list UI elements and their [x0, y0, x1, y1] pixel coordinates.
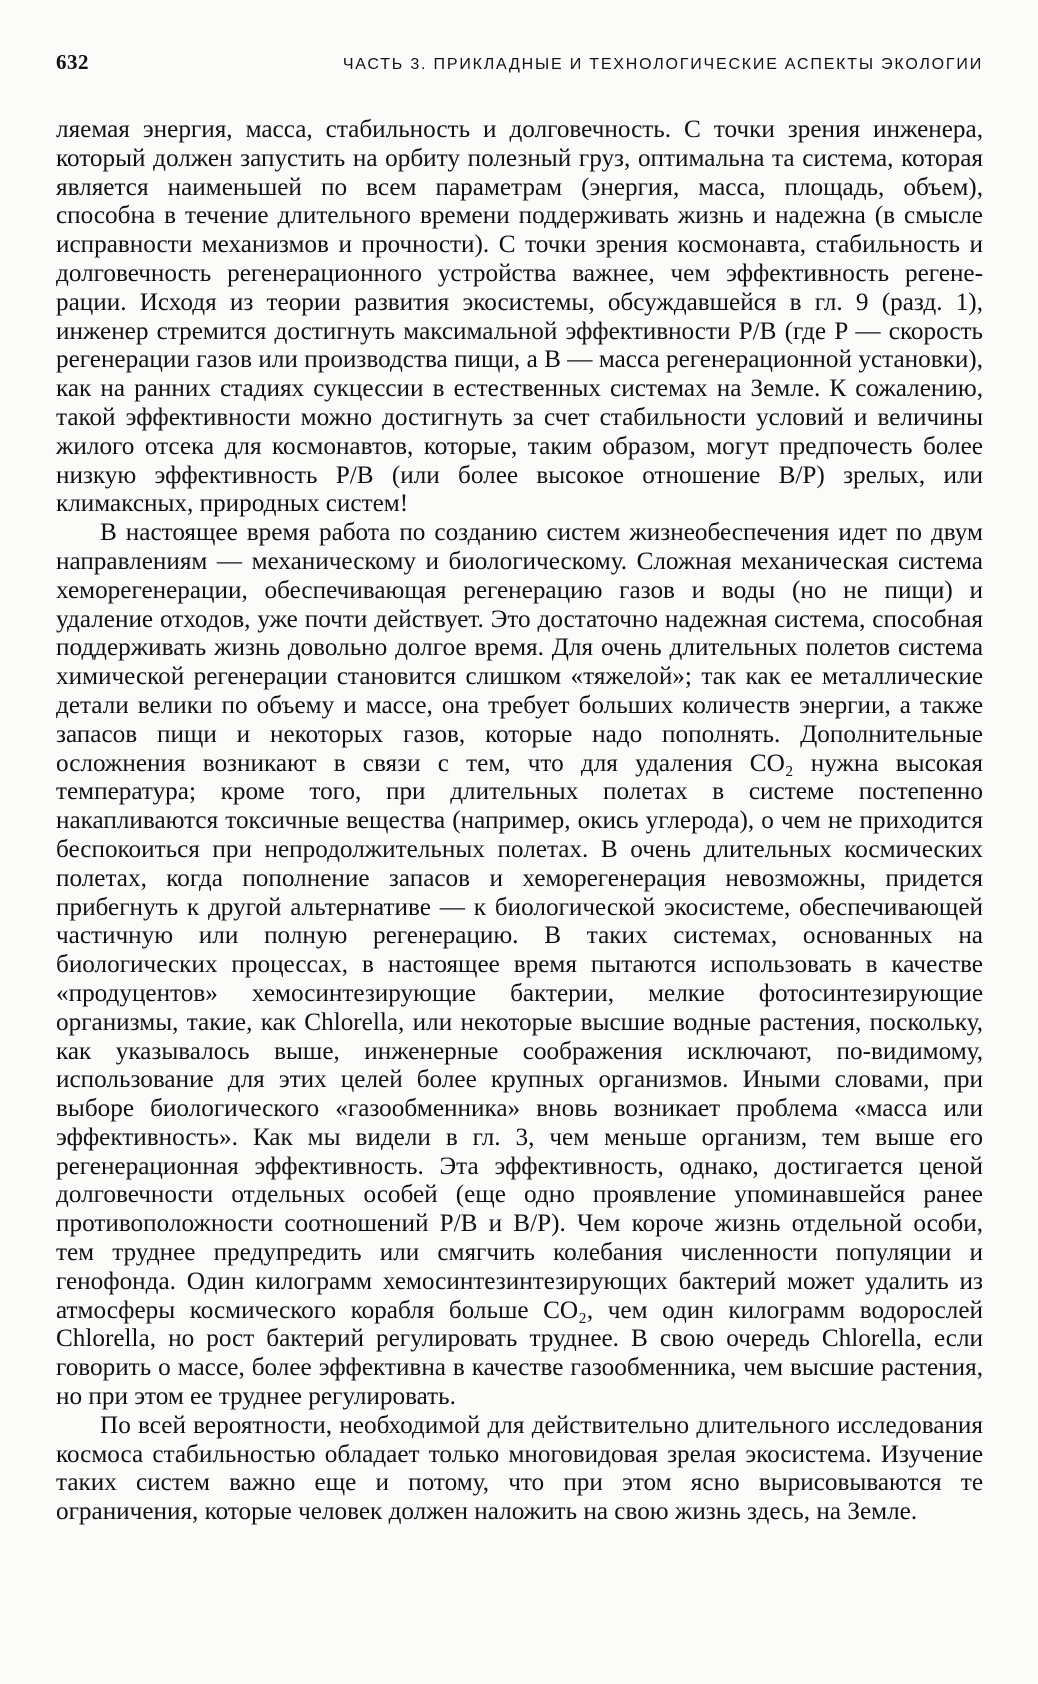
running-title: ЧАСТЬ 3. ПРИКЛАДНЫЕ И ТЕХНОЛОГИЧЕСКИЕ АСПЕКТЫ ЭКОЛОГИИ — [342, 56, 983, 73]
paragraph-3: По всей вероятности, необходимой для действительно длительного исследования космоса стабильностью обладает только многовидовая зрелая экосистема. Изучение таких систем важно еще и потому, что при этом ясно вырисовываются те ограничения, которые человек должен наложить на свою жизнь здесь, на Земле. — [56, 1411, 983, 1526]
running-header — [56, 50, 983, 94]
body-text — [56, 116, 983, 1527]
paragraph-1: ляемая энергия, масса, стабильность и долговечность. С точки зрения инженера, который должен запустить на орбиту полезный груз, оптимальна та система, которая является наименьшей по всем параметрам (энергия, масса, площадь, объем), способна в течение длительного времени поддерживать жизнь и надежна (в смысле исправности механизмов и прочности). С точки зрения космонавта, стабильность и долговечность регенерационного устройства важнее, чем эффективность регенерации. Исходя из теории развития экосистемы, обсуждавшейся в гл. 9 (разд. 1), инженер стремится достигнуть максимальной эффективности P/B (где P — скорость регенерации газов или производства пищи, а B — масса регенерационной установки), как на ранних стадиях сукцессии в естественных системах на Земле. К сожалению, такой эффективности можно достигнуть за счет стабильности условий и величины жилого отсека для космонавтов, которые, таким образом, могут предпочесть более низкую эффективность P/B (или более высокое отношение B/P) зрелых, или климаксных, природных систем! — [56, 116, 983, 518]
paragraph-2: В настоящее время работа по созданию систем жизнеобеспечения идет по двум направлениям — механическому и биологическому. Сложная механическая система хеморегенерации, обеспечивающая регенерацию газов и воды (но не пищи) и удаление отходов, уже почти действует. Это достаточно надежная система, способная поддерживать жизнь довольно долгое время. Для очень длительных полетов система химической регенерации становится слишком «тяжелой»; так как ее металлические детали велики по объему и массе, она требует больших количеств энергии, а также запасов пищи и некоторых газов, которые надо пополнять. Дополнительные осложнения возникают в связи с тем, что для удаления CO₂ нужна высокая температура; кроме того, при длительных полетах в системе постепенно накапливаются токсичные вещества (например, окись углерода), о чем не приходится беспокоиться при непродолжительных полетах. В очень длительных космических полетах, когда пополнение запасов и хеморегенерация невозможны, придется прибегнуть к другой альтернативе — к биологической экосистеме, обеспечивающей частичную или полную регенерацию. В таких системах, основанных на биологических процессах, в настоящее время пытаются использовать в качестве «продуцентов» хемосинтезирующие бактерии, мелкие фотосинтезирующие организмы, такие, как Chlorella, или некоторые высшие водные растения, поскольку, как указывалось выше, инженерные соображения исключают, по-видимому, использование для этих целей более крупных организмов. Иными словами, при выборе биологического «газообменника» вновь возникает проблема «масса или эффективность». Как мы видели в гл. 3, чем меньше организм, тем выше его регенерационная эффективность. Эта эффективность, однако, достигается ценой долговечности отдельных особей (еще одно проявление упоминавшейся ранее противоположности соотношений P/B и B/P). Чем короче жизнь отдельной особи, тем труднее предупредить или смягчить колебания численности популяции и генофонда. Один килограмм хемосинтезинтезирующих бактерий может удалить из атмосферы космического корабля больше CO₂, чем один килограмм водорослей Chlorella, но рост бактерий регулировать труднее. В свою очередь Chlorella, если говорить о массе, более эффективна в качестве газообменника, чем высшие растения, но при этом ее труднее регулировать. — [56, 519, 983, 1411]
page-number: 632 — [56, 50, 89, 74]
